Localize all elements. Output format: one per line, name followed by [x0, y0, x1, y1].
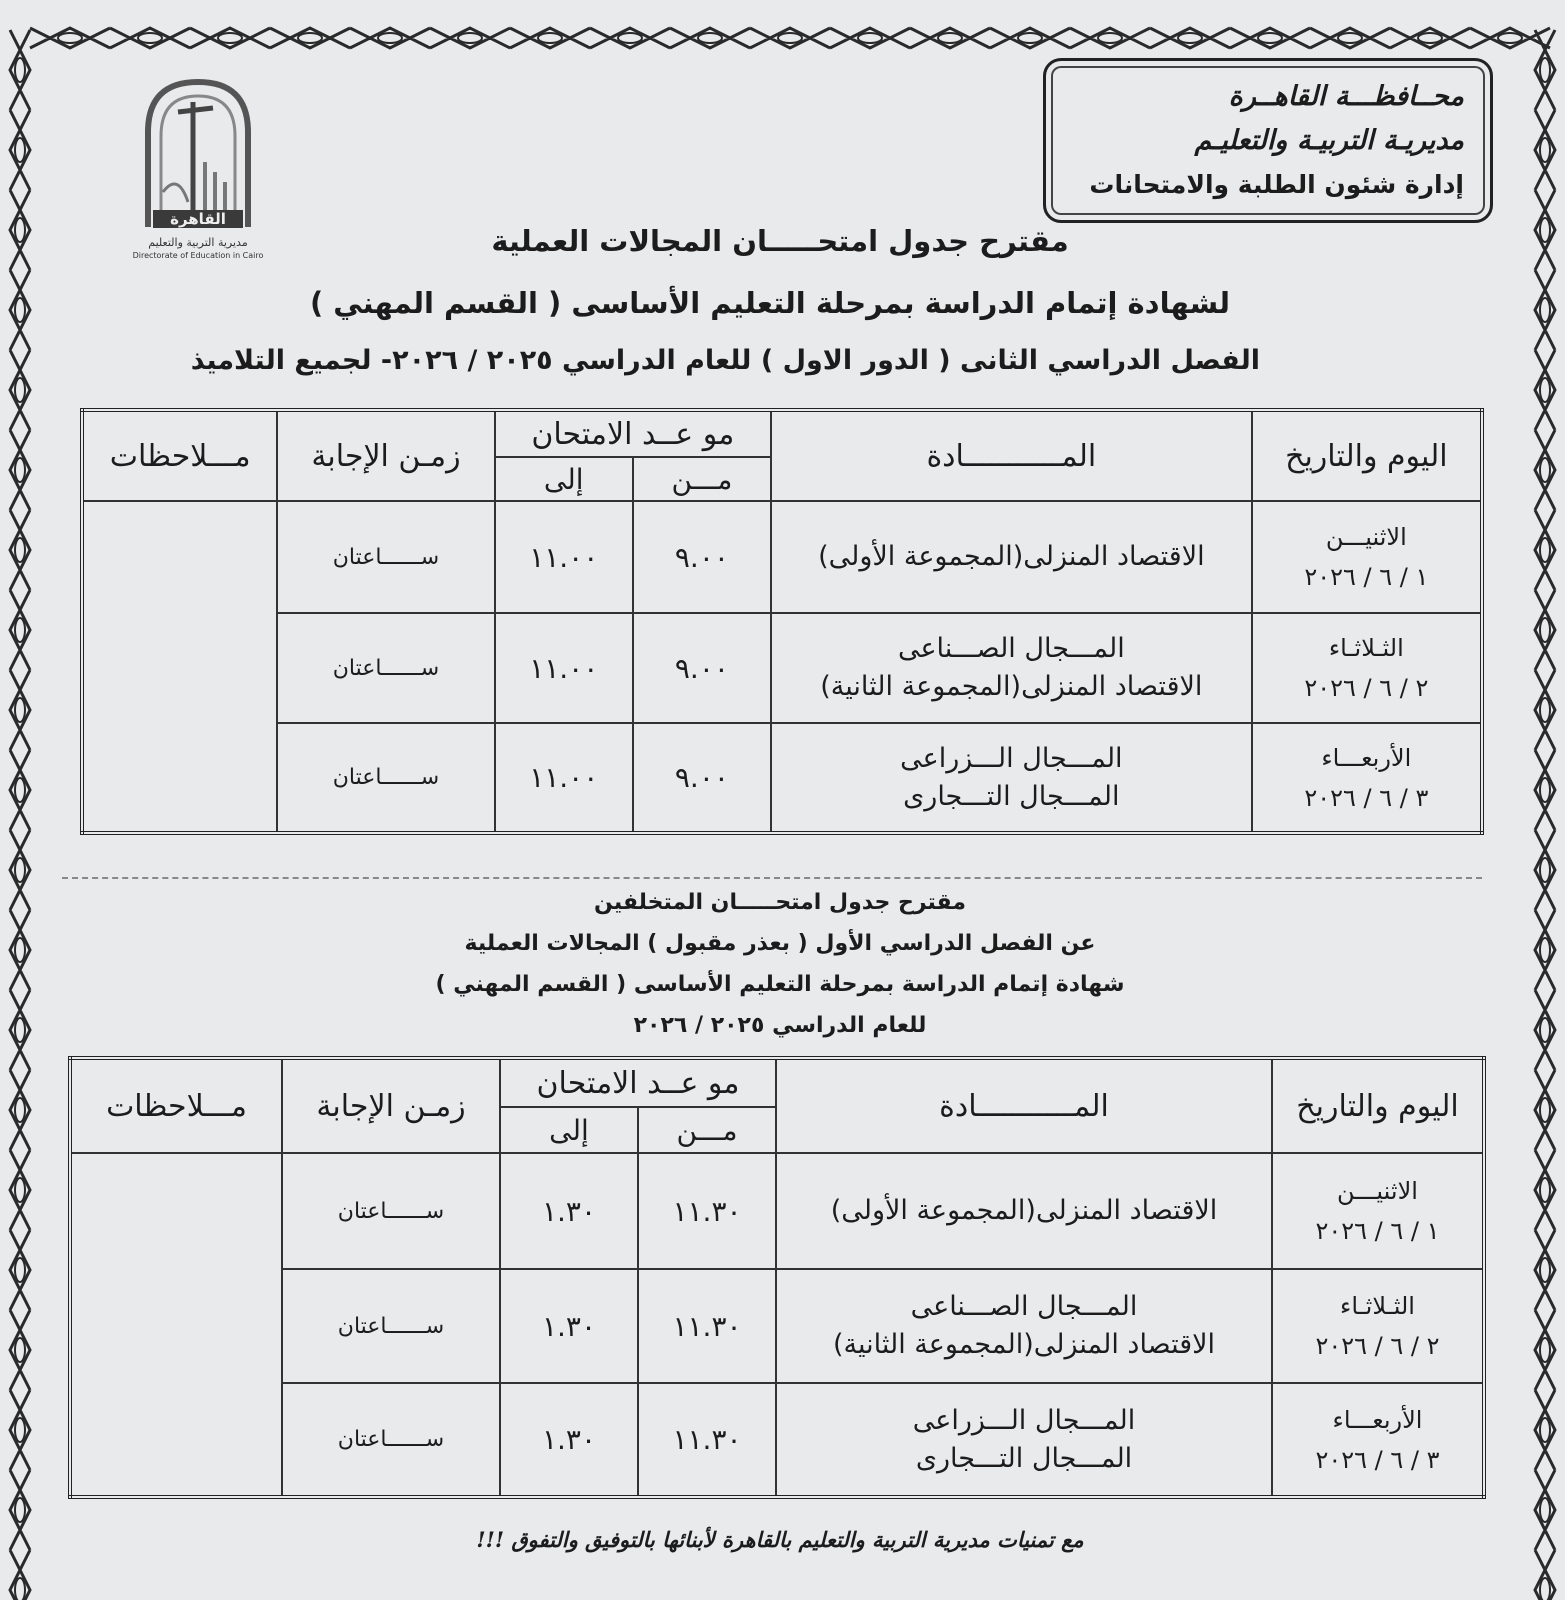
subject-line: المـــجال الـــزراعى: [912, 1404, 1136, 1436]
time-from: ٩.٠٠: [633, 613, 771, 723]
header-subject: المـــــــــــادة: [776, 1058, 1272, 1153]
exam-date: ٢ / ٦ / ٢٠٢٦: [1304, 674, 1429, 702]
section1-subtitle: لشهادة إتمام الدراسة بمرحلة التعليم الأساسى ( القسم المهني ): [309, 286, 1230, 320]
time-to: ١١.٠٠: [495, 723, 633, 833]
subject-cell: [776, 1153, 1272, 1269]
section1-term: الفصل الدراسي الثانى ( الدور الاول ) للعام الدراسي ٢٠٢٥ / ٢٠٢٦- لجميع التلاميذ: [190, 345, 1260, 376]
table-row: [70, 1383, 1484, 1497]
time-to: ١١.٠٠: [495, 613, 633, 723]
subject-cell: [776, 1269, 1272, 1383]
day-date-cell: [1252, 501, 1482, 613]
time-from: ١١.٣٠: [638, 1153, 776, 1269]
time-from: ٩.٠٠: [633, 501, 771, 613]
logo-wordmark: القاهرة: [170, 210, 226, 228]
section-divider: [62, 877, 1482, 879]
table-row: [82, 723, 1482, 833]
day-date-cell: [1252, 613, 1482, 723]
header-notes: مـــلاحظات: [70, 1058, 282, 1153]
header-from: مـــن: [638, 1107, 776, 1153]
duration-cell: ســــــاعتان: [277, 613, 494, 723]
section2-year: للعام الدراسي ٢٠٢٥ / ٢٠٢٦: [633, 1013, 927, 1038]
day-date-cell: [1272, 1153, 1484, 1269]
header-day-date: اليوم والتاريخ: [1272, 1058, 1484, 1153]
exam-date: ١ / ٦ / ٢٠٢٦: [1304, 563, 1429, 591]
day-date-cell: [1272, 1269, 1484, 1383]
subject-line: المـــجال الـــزراعى: [900, 742, 1123, 774]
section2-certificate: شهادة إتمام الدراسة بمرحلة التعليم الأساسى ( القسم المهني ): [435, 972, 1125, 997]
subject-line: المـــجال التـــجارى: [903, 780, 1120, 812]
subject-cell: [771, 723, 1252, 833]
time-from: ٩.٠٠: [633, 723, 771, 833]
subject-cell: [771, 501, 1252, 613]
time-to: ١١.٠٠: [495, 501, 633, 613]
subject-line: الاقتصاد المنزلى(المجموعة الأولى): [830, 1195, 1218, 1226]
time-from: ١١.٣٠: [638, 1269, 776, 1383]
day-date-cell: [1252, 723, 1482, 833]
exam-date: ٣ / ٦ / ٢٠٢٦: [1304, 783, 1429, 812]
logo-caption-en: Directorate of Education in Cairo: [132, 251, 264, 260]
footer-wishes: مع تمنيات مديرية التربية والتعليم بالقاهرة لأبنائها بالتوفيق والتفوق !!!: [476, 1527, 1084, 1552]
exam-date: ٢ / ٦ / ٢٠٢٦: [1315, 1332, 1440, 1360]
day-name: الثـلاثـاء: [1340, 1292, 1415, 1320]
duration-cell: ســــــاعتان: [282, 1269, 500, 1383]
section2-subtitle: عن الفصل الدراسي الأول ( بعذر مقبول ) المجالات العملية: [464, 931, 1096, 956]
header-to: إلى: [495, 457, 633, 501]
time-from: ١١.٣٠: [638, 1383, 776, 1497]
subject-line: الاقتصاد المنزلى(المجموعة الثانية): [820, 671, 1203, 702]
schedule-table-1: [80, 408, 1484, 835]
subject-line: المـــجال الصـــناعى: [910, 1291, 1138, 1322]
authority-header: [1043, 58, 1493, 223]
header-subject: المـــــــــــادة: [771, 410, 1252, 501]
duration-cell: ســــــاعتان: [282, 1153, 500, 1269]
table-row: [82, 613, 1482, 723]
subject-line: المـــجال الصـــناعى: [897, 633, 1125, 664]
day-name: الثـلاثـاء: [1328, 634, 1404, 662]
time-to: ١.٣٠: [500, 1153, 638, 1269]
department-name: إدارة شئون الطلبة والامتحانات: [1089, 170, 1464, 199]
table-row: [82, 501, 1482, 613]
duration-cell: ســــــاعتان: [282, 1383, 500, 1497]
table-row: [70, 1153, 1484, 1269]
header-notes: مـــلاحظات: [82, 410, 277, 501]
header-schedule: مو عــد الامتحان: [500, 1058, 776, 1107]
section1-title: مقترح جدول امتحـــــان المجالات العملية: [491, 224, 1069, 258]
header-duration: زمـن الإجابة: [277, 410, 494, 501]
header-to: إلى: [500, 1107, 638, 1153]
directorate-name: مديريـة التربيـة والتعليـم: [1194, 125, 1464, 156]
subject-line: المـــجال التـــجارى: [915, 1442, 1133, 1474]
exam-date: ١ / ٦ / ٢٠٢٦: [1315, 1217, 1440, 1245]
day-name: الاثنيـــن: [1337, 1177, 1418, 1205]
notes-cell: [82, 501, 277, 833]
subject-line: الاقتصاد المنزلى(المجموعة الثانية): [832, 1329, 1216, 1360]
schedule-table-2: [68, 1056, 1486, 1499]
day-name: الاثنيـــن: [1325, 523, 1407, 551]
logo-emblem-icon: [133, 72, 263, 232]
header-duration: زمـن الإجابة: [282, 1058, 500, 1153]
exam-date: ٣ / ٦ / ٢٠٢٦: [1315, 1445, 1440, 1474]
subject-cell: [771, 613, 1252, 723]
duration-cell: ســــــاعتان: [277, 723, 494, 833]
notes-cell: [70, 1153, 282, 1497]
table-row: [70, 1269, 1484, 1383]
subject-cell: [776, 1383, 1272, 1497]
header-schedule: مو عــد الامتحان: [495, 410, 771, 457]
header-from: مـــن: [633, 457, 771, 501]
day-name: الأربعـــاء: [1321, 743, 1412, 772]
duration-cell: ســــــاعتان: [277, 501, 494, 613]
time-to: ١.٣٠: [500, 1383, 638, 1497]
day-name: الأربعـــاء: [1332, 1405, 1423, 1434]
directorate-logo: [118, 72, 278, 272]
header-day-date: اليوم والتاريخ: [1252, 410, 1482, 501]
governorate-name: محــافظـــة القاهــرة: [1228, 81, 1464, 112]
logo-caption-ar: مديرية التربية والتعليم: [148, 236, 248, 249]
day-date-cell: [1272, 1383, 1484, 1497]
section2-title: مقترح جدول امتحـــــان المتخلفين: [594, 890, 966, 915]
subject-line: الاقتصاد المنزلى(المجموعة الأولى): [818, 541, 1205, 572]
time-to: ١.٣٠: [500, 1269, 638, 1383]
